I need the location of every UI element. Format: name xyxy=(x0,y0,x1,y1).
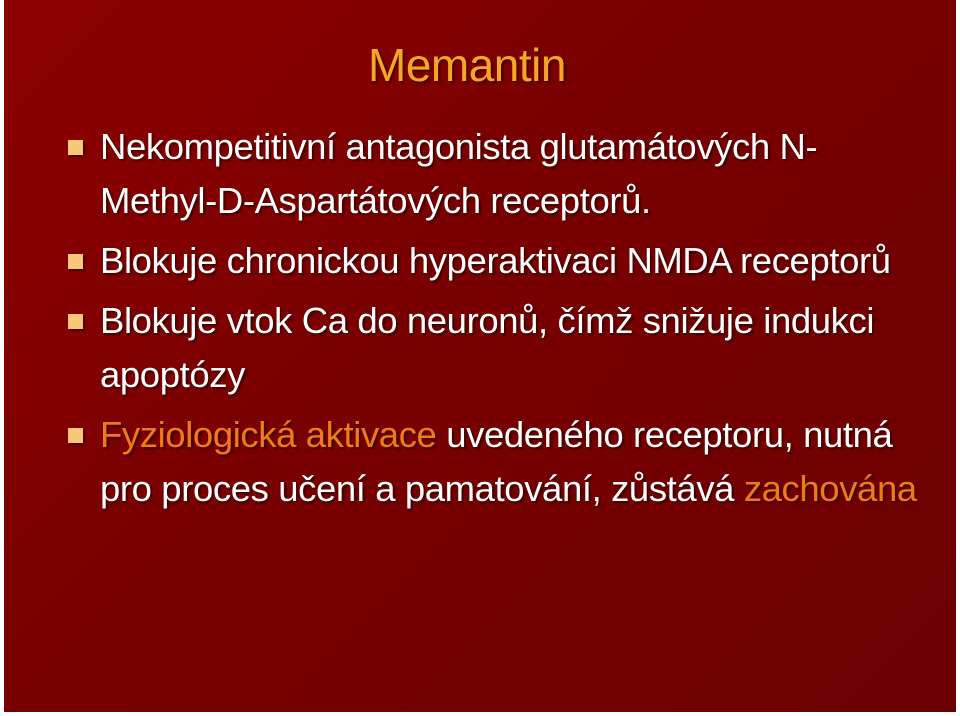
bullet-text-4-accent-end: zachována xyxy=(743,468,917,509)
square-bullet-icon xyxy=(68,254,83,269)
bullet-text-4-plain: uvedeného receptoru, nutná pro proces učení a pamatování, zůstává xyxy=(100,414,893,509)
square-bullet-icon xyxy=(68,428,83,443)
slide-title xyxy=(4,38,956,92)
slide xyxy=(4,0,956,712)
square-bullet-icon xyxy=(68,140,83,155)
bullet-text-3: Blokuje vtok Ca do neuronů, čímž snižuje indukci apoptózy xyxy=(100,300,875,395)
slide-title-text: Memantin xyxy=(368,39,566,91)
bullet-text-1: Nekompetitivní antagonista glutamátových N-Methyl-D-Aspartátových receptorů. xyxy=(100,126,818,221)
bullet-item-2 xyxy=(64,234,924,288)
bullet-text-4-accent-start: Fyziologická aktivace xyxy=(100,414,437,455)
bullet-item-1 xyxy=(64,120,924,228)
bullet-text-2: Blokuje chronickou hyperaktivaci NMDA receptorů xyxy=(100,240,891,281)
bullet-item-3 xyxy=(64,294,924,402)
square-bullet-icon xyxy=(68,314,83,329)
bullet-item-4 xyxy=(64,408,924,516)
bullet-list xyxy=(64,120,924,522)
